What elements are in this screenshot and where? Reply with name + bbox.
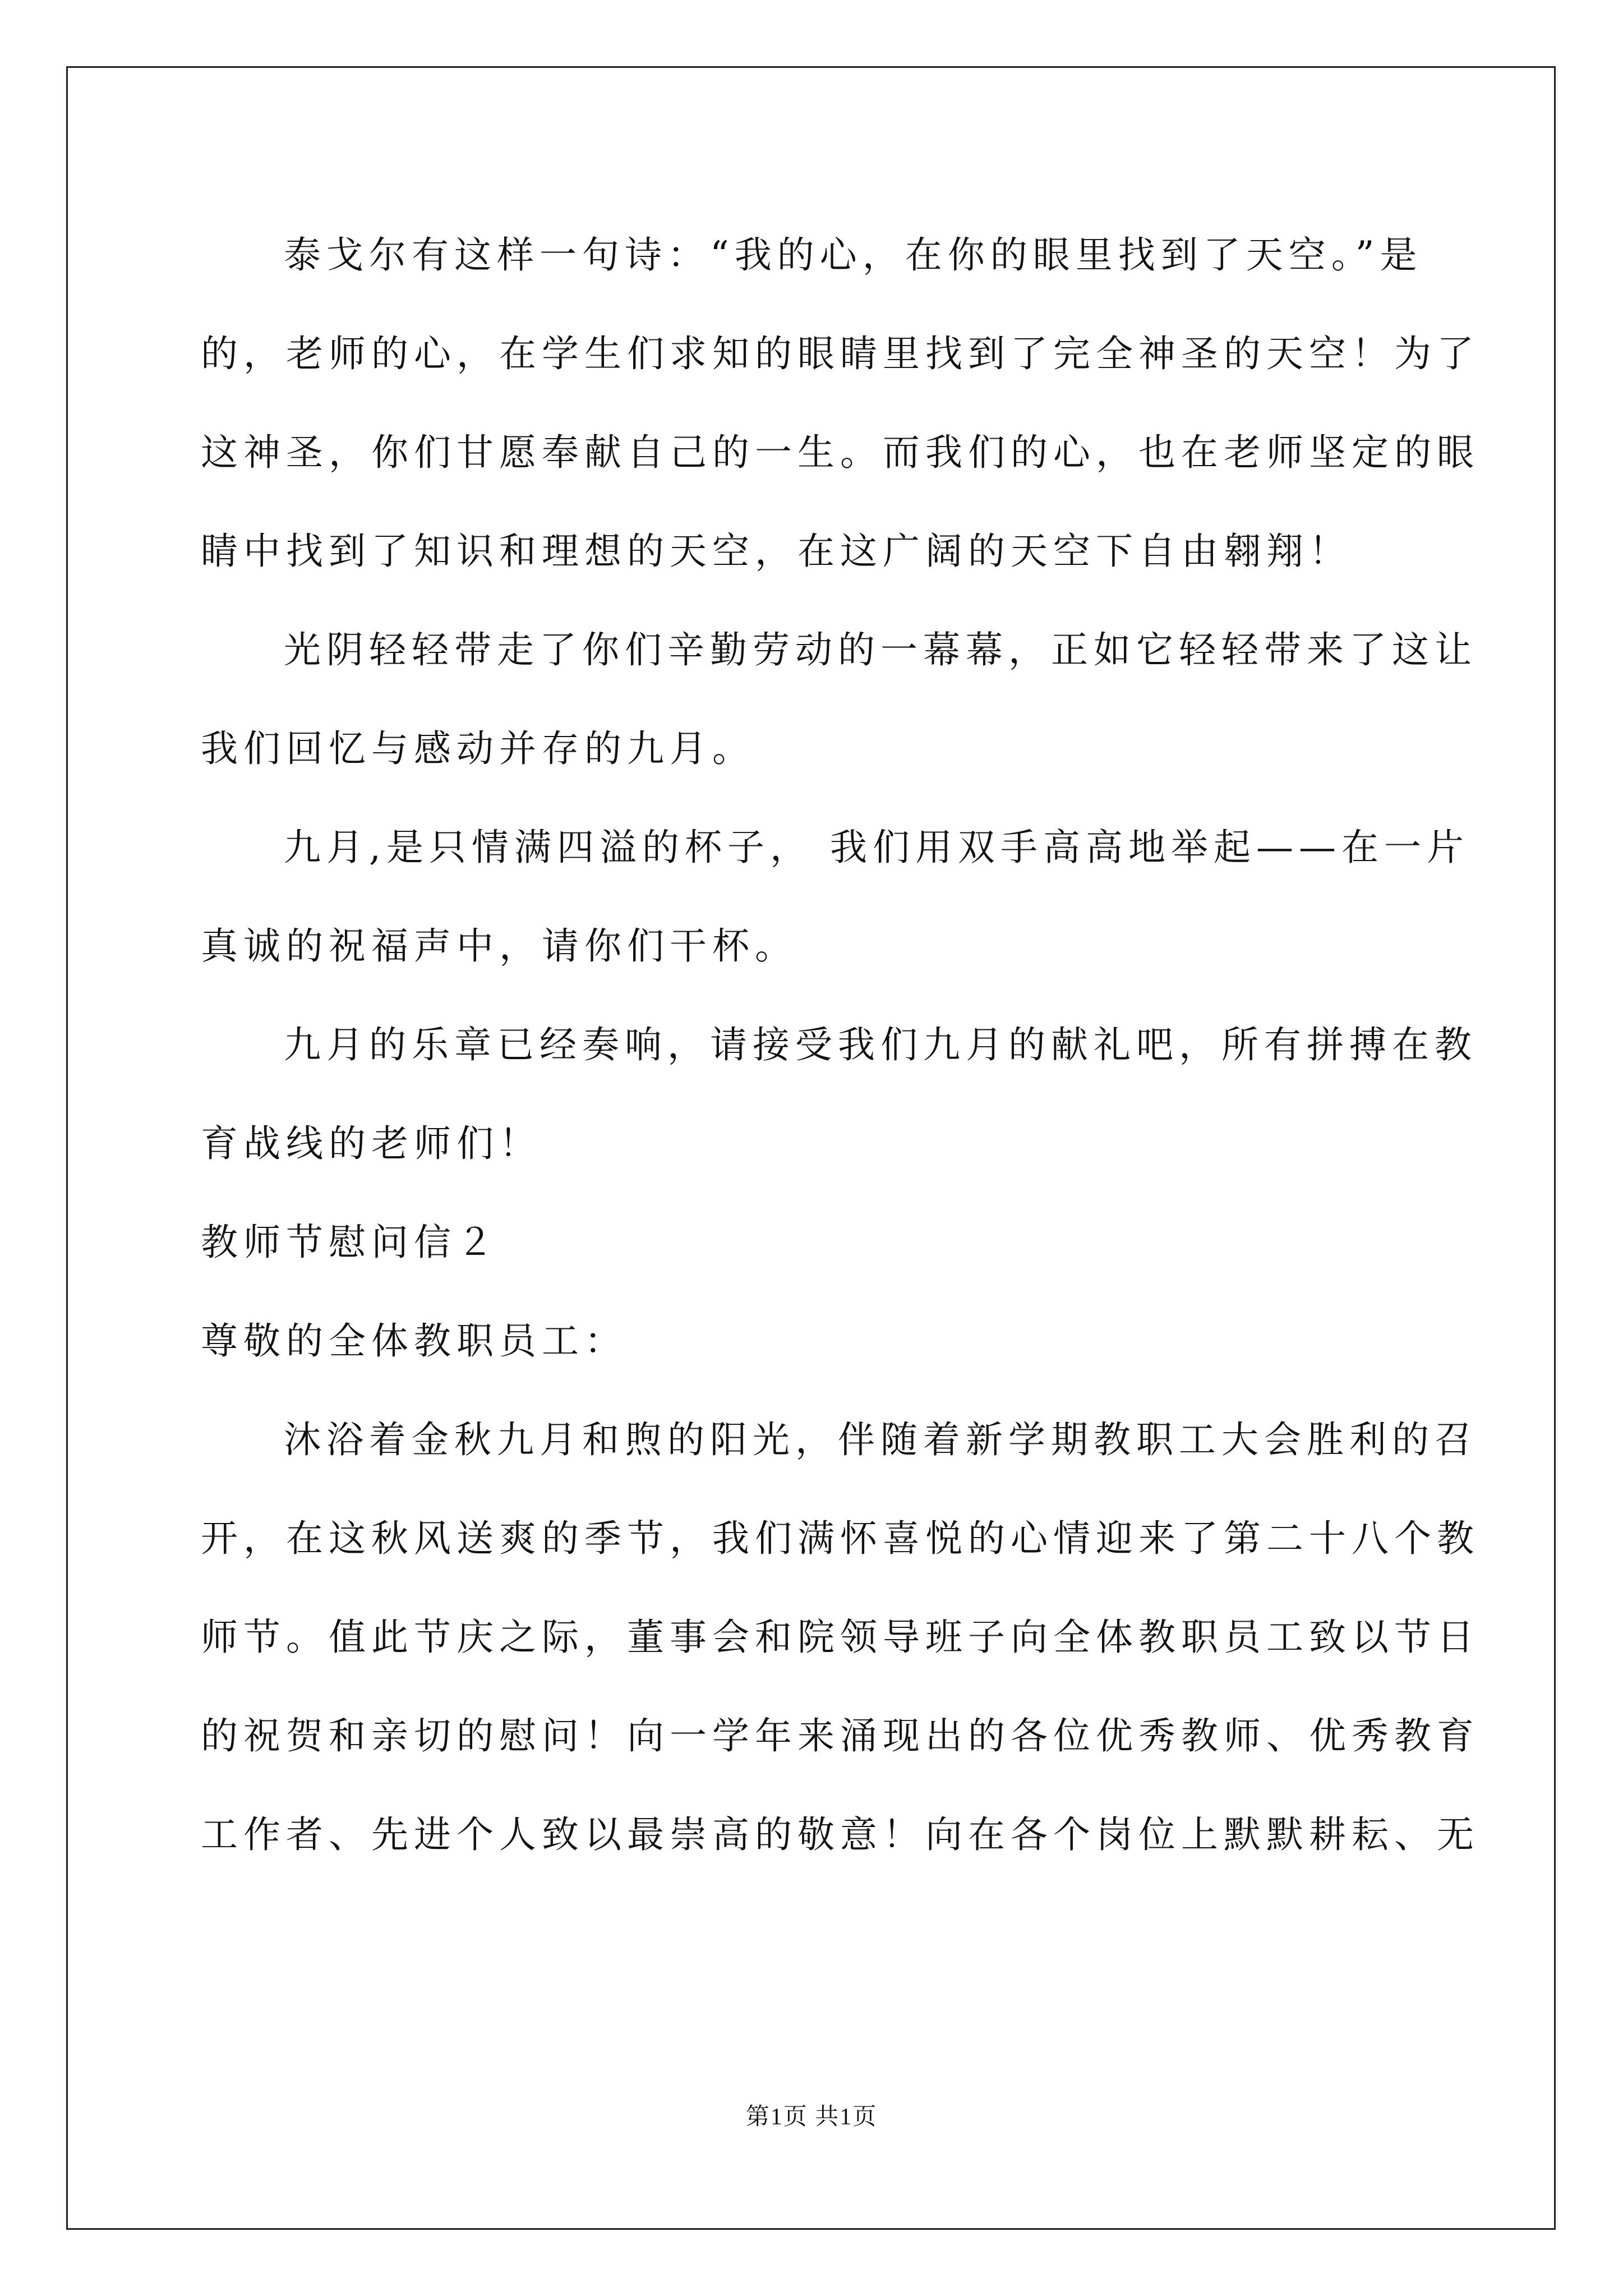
section-title: 教师节慰问信２ bbox=[201, 1220, 499, 1264]
salutation: 尊敬的全体教职员工： bbox=[201, 1319, 627, 1363]
paragraph-line: 真诚的祝福声中，请你们干杯。 bbox=[201, 924, 797, 968]
paragraph-line: 工作者、先进个人致以最崇高的敬意！向在各个岗位上默默耕耘、无 bbox=[201, 1812, 1479, 1856]
paragraph-line: 睛中找到了知识和理想的天空，在这广阔的天空下自由翱翔！ bbox=[201, 529, 1352, 573]
paragraph-line: 的，老师的心，在学生们求知的眼睛里找到了完全神圣的天空！为了 bbox=[201, 332, 1479, 375]
paragraph-line: 我们回忆与感动并存的九月。 bbox=[201, 726, 755, 770]
paragraph-line: 光阴轻轻带走了你们辛勤劳动的一幕幕，正如它轻轻带来了这让 bbox=[284, 628, 1477, 671]
paragraph-line: 九月的乐章已经奏响，请接受我们九月的献礼吧，所有拼搏在教 bbox=[284, 1023, 1477, 1066]
paragraph-line: 泰戈尔有这样一句诗：“我的心，在你的眼里找到了天空。”是 bbox=[284, 233, 1423, 277]
paragraph-line: 九月,是只情满四溢的杯子， 我们用双手高高地举起——在一片 bbox=[284, 825, 1469, 869]
paragraph-line: 这神圣，你们甘愿奉献自己的一生。而我们的心，也在老师坚定的眼 bbox=[201, 430, 1479, 474]
paragraph-line: 的祝贺和亲切的慰问！向一学年来涌现出的各位优秀教师、优秀教育 bbox=[201, 1714, 1479, 1757]
paragraph-line: 育战线的老师们！ bbox=[201, 1121, 542, 1165]
document-body bbox=[201, 202, 1479, 1880]
paragraph-line: 沐浴着金秋九月和煦的阳光，伴随着新学期教职工大会胜利的召 bbox=[284, 1418, 1477, 1461]
paragraph-line: 开，在这秋风送爽的季节，我们满怀喜悦的心情迎来了第二十八个教 bbox=[201, 1516, 1479, 1560]
paragraph-line: 师节。值此节庆之际，董事会和院领导班子向全体教职员工致以节日 bbox=[201, 1615, 1479, 1659]
page-footer: 第1页 共1页 bbox=[745, 2104, 878, 2130]
